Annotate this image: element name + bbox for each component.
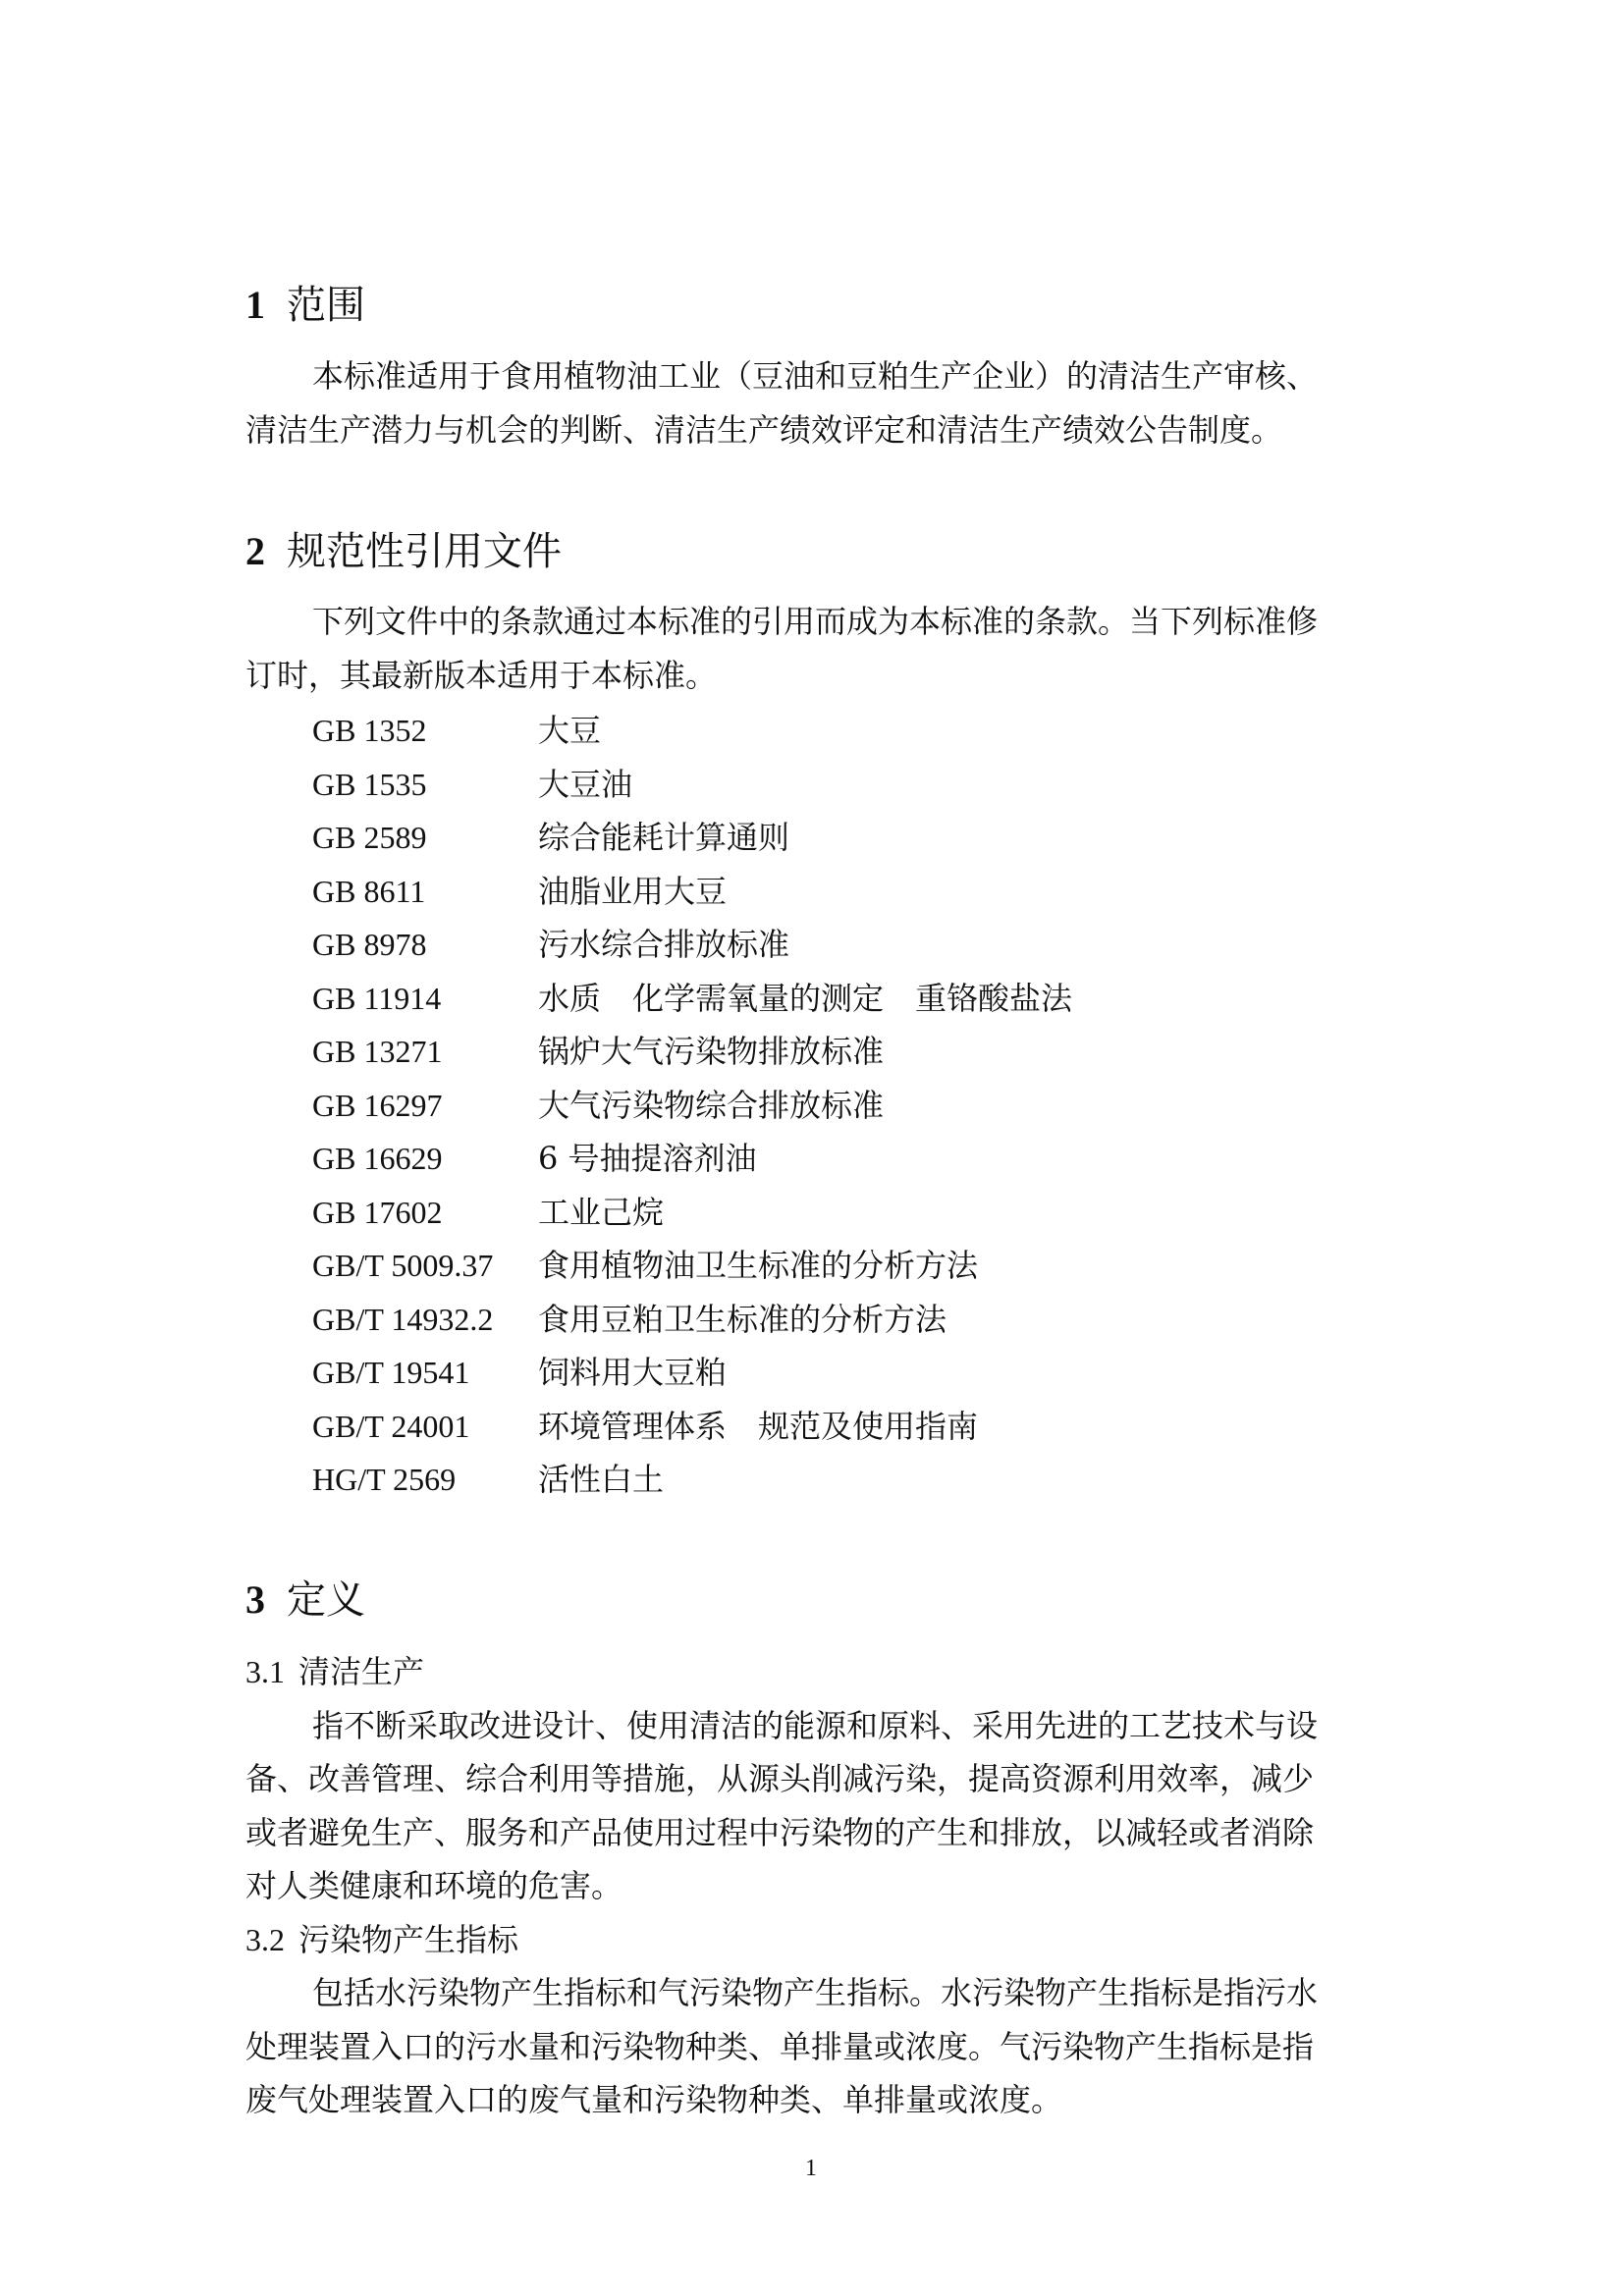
reference-title: 食用豆粕卫生标准的分析方法 bbox=[538, 1301, 947, 1338]
reference-code: GB/T 5009.37 bbox=[312, 1248, 494, 1283]
reference-code: GB/T 14932.2 bbox=[312, 1302, 494, 1337]
subsection-3-1-heading bbox=[245, 1645, 424, 1698]
section-2-paragraph-line: 下列文件中的条款通过本标准的引用而成为本标准的条款。当下列标准修 bbox=[312, 603, 1319, 640]
reference-code: GB 17602 bbox=[312, 1195, 443, 1230]
subsection-number: 3.2 bbox=[245, 1922, 285, 1957]
reference-title: 大豆油 bbox=[538, 766, 633, 803]
section-1-paragraph-line: 清洁生产潜力与机会的判断、清洁生产绩效评定和清洁生产绩效公告制度。 bbox=[245, 411, 1283, 449]
reference-code: GB/T 19541 bbox=[312, 1355, 470, 1390]
reference-code: GB 8978 bbox=[312, 927, 427, 962]
section-title: 定义 bbox=[287, 1577, 365, 1623]
section-title: 规范性引用文件 bbox=[287, 529, 562, 574]
reference-title: 工业己烷 bbox=[538, 1194, 665, 1231]
reference-code: GB 16629 bbox=[312, 1141, 443, 1176]
subsection-3-1-paragraph-line: 指不断采取改进设计、使用清洁的能源和原料、采用先进的工艺技术与设 bbox=[312, 1707, 1319, 1744]
reference-code: GB 2589 bbox=[312, 820, 427, 855]
section-title: 范围 bbox=[287, 283, 365, 328]
subsection-3-1-paragraph-line: 对人类健康和环境的危害。 bbox=[245, 1867, 623, 1904]
reference-title: 6 号抽提溶剂油 bbox=[538, 1140, 757, 1177]
reference-title: 大气污染物综合排放标准 bbox=[538, 1087, 885, 1124]
reference-code: GB 8611 bbox=[312, 874, 426, 909]
reference-code: HG/T 2569 bbox=[312, 1462, 457, 1497]
subsection-title: 清洁生产 bbox=[298, 1653, 425, 1690]
reference-code: GB 16297 bbox=[312, 1088, 443, 1123]
subsection-3-1-paragraph-line: 或者避免生产、服务和产品使用过程中污染物的产生和排放，以减轻或者消除 bbox=[245, 1814, 1315, 1851]
reference-title: 食用植物油卫生标准的分析方法 bbox=[538, 1247, 979, 1284]
section-2-paragraph-line: 订时，其最新版本适用于本标准。 bbox=[245, 657, 718, 694]
section-number: 3 bbox=[245, 1577, 265, 1622]
section-number: 2 bbox=[245, 529, 265, 573]
subsection-number: 3.1 bbox=[245, 1654, 285, 1689]
section-3-heading bbox=[245, 1575, 365, 1626]
reference-title: 综合能耗计算通则 bbox=[538, 819, 790, 856]
section-1-heading bbox=[245, 280, 365, 331]
section-number: 1 bbox=[245, 283, 265, 327]
subsection-3-2-paragraph-line: 废气处理装置入口的废气量和污染物种类、单排量或浓度。 bbox=[245, 2081, 1063, 2118]
reference-code: GB/T 24001 bbox=[312, 1409, 470, 1444]
reference-code: GB 1352 bbox=[312, 713, 427, 748]
reference-title: 环境管理体系 规范及使用指南 bbox=[538, 1408, 979, 1445]
subsection-title: 污染物产生指标 bbox=[298, 1921, 519, 1958]
subsection-3-2-paragraph-line: 包括水污染物产生指标和气污染物产生指标。水污染物产生指标是指污水 bbox=[312, 1974, 1319, 2011]
reference-title: 大豆 bbox=[538, 712, 602, 749]
reference-title: 锅炉大气污染物排放标准 bbox=[538, 1033, 885, 1070]
reference-title: 活性白土 bbox=[538, 1461, 665, 1498]
reference-title: 饲料用大豆粕 bbox=[538, 1354, 728, 1391]
section-1-paragraph-line: 本标准适用于食用植物油工业（豆油和豆粕生产企业）的清洁生产审核、 bbox=[312, 357, 1319, 395]
page-number: 1 bbox=[805, 2156, 817, 2181]
reference-code: GB 1535 bbox=[312, 767, 427, 802]
reference-title: 水质 化学需氧量的测定 重铬酸盐法 bbox=[538, 980, 1073, 1017]
subsection-3-1-paragraph-line: 备、改善管理、综合利用等措施，从源头削减污染，提高资源利用效率，减少 bbox=[245, 1760, 1315, 1797]
section-2-heading bbox=[245, 526, 562, 577]
subsection-3-2-heading bbox=[245, 1913, 518, 1966]
reference-title: 油脂业用大豆 bbox=[538, 873, 728, 910]
subsection-3-2-paragraph-line: 处理装置入口的污水量和污染物种类、单排量或浓度。气污染物产生指标是指 bbox=[245, 2028, 1315, 2065]
reference-code: GB 13271 bbox=[312, 1034, 443, 1069]
reference-title: 污水综合排放标准 bbox=[538, 926, 790, 963]
reference-code: GB 11914 bbox=[312, 981, 442, 1016]
